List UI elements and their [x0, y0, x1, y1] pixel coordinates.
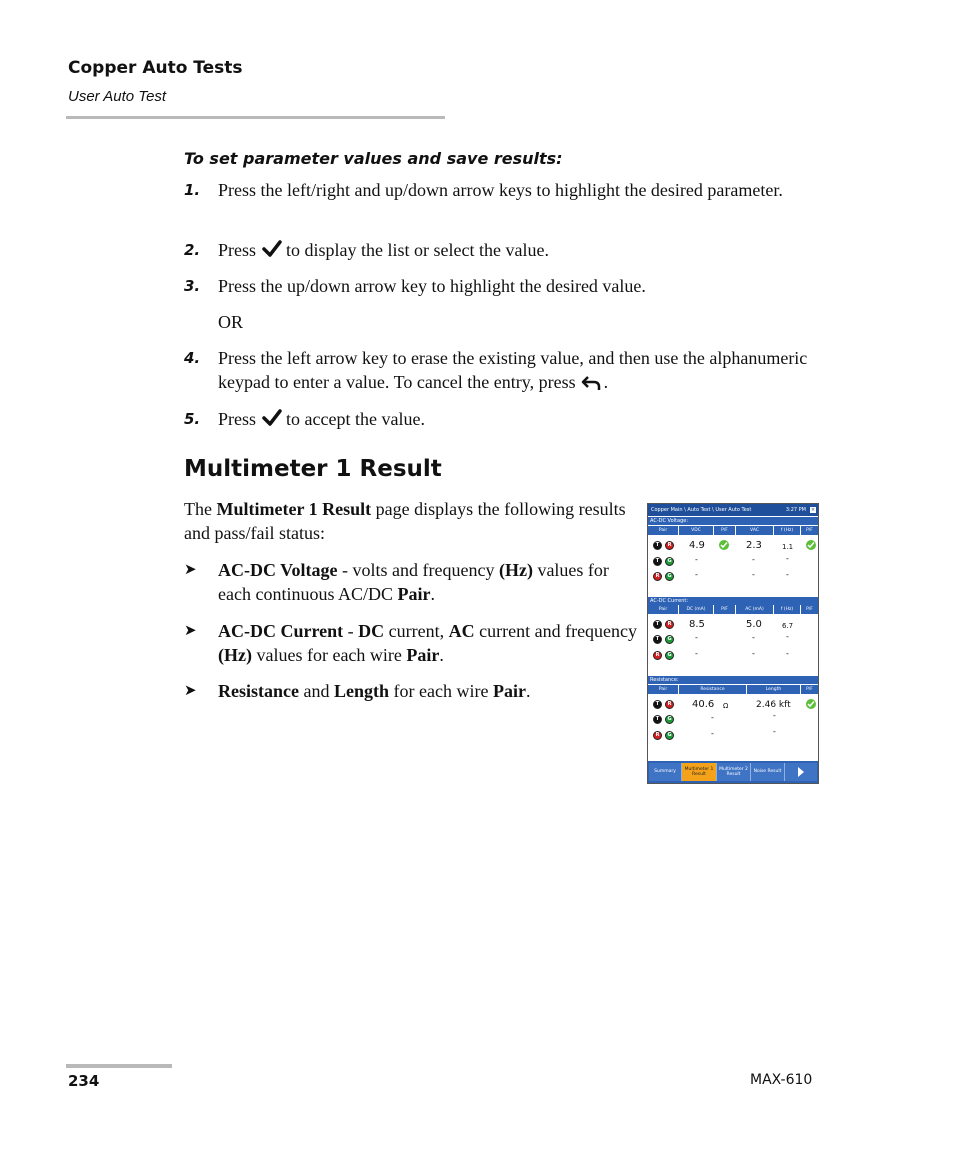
wire-r-icon: R: [653, 572, 662, 581]
pass-icon: [806, 699, 816, 709]
wire-g-icon: G: [665, 572, 674, 581]
step-number: 3.: [184, 277, 201, 295]
wire-t-icon: T: [653, 541, 662, 550]
multimeter-result-screen: [647, 503, 819, 784]
wire-r-icon: R: [665, 620, 674, 629]
section-intro: The Multimeter 1 Result page displays the following results and pass/fail status:: [184, 499, 626, 543]
next-arrow-button[interactable]: [785, 763, 817, 781]
chevron-right-icon: [797, 767, 805, 777]
dc-value: 8.5: [689, 619, 705, 630]
resistance-value: 40.6: [692, 699, 715, 710]
footer-divider: [66, 1064, 172, 1068]
ohm-unit: Ω: [723, 702, 729, 710]
page-number: 234: [68, 1072, 100, 1090]
pass-icon: [806, 540, 816, 550]
table-row[interactable]: T G - -: [648, 712, 818, 727]
table-row[interactable]: [648, 538, 818, 553]
or-text: OR: [218, 312, 244, 332]
frequency-value: 6.7: [782, 622, 794, 630]
step-number: 4.: [184, 349, 201, 367]
wire-r-icon: R: [653, 651, 662, 660]
bullet-arrow-icon: ➤: [184, 683, 197, 699]
bullet-arrow-icon: ➤: [184, 562, 197, 578]
procedure-title: To set parameter values and save results:: [184, 149, 563, 168]
step-number: 5.: [184, 410, 201, 428]
wire-g-icon: G: [665, 731, 674, 740]
current-section-label: AC-DC Current:: [648, 597, 818, 605]
screen-tab-bar: [648, 761, 818, 783]
table-row[interactable]: T G - - -: [648, 632, 818, 647]
tab-multimeter-1-result[interactable]: Multimeter 1 Result: [682, 763, 717, 781]
wire-r-icon: R: [653, 731, 662, 740]
step-number: 1.: [184, 181, 201, 199]
table-row[interactable]: [648, 617, 818, 632]
breadcrumb: Copper Main \ Auto Test \ User Auto Test: [651, 507, 752, 513]
wire-t-icon: T: [653, 715, 662, 724]
back-arrow-icon: [580, 375, 602, 391]
product-name: MAX-610: [750, 1072, 813, 1088]
table-row[interactable]: R G - - -: [648, 569, 818, 584]
vdc-value: 4.9: [689, 540, 705, 551]
vac-value: 2.3: [746, 540, 762, 551]
close-icon[interactable]: ×: [810, 507, 816, 513]
checkmark-icon: [262, 408, 282, 428]
wire-g-icon: G: [665, 715, 674, 724]
clock: 3:27 PM: [785, 507, 806, 513]
step-text: Press the left arrow key to erase the existing value, and then use the alphanumeric keypad to enter a value. To cancel the entry, press .: [218, 348, 808, 392]
wire-g-icon: G: [665, 651, 674, 660]
table-row[interactable]: R G - -: [648, 728, 818, 743]
chapter-title: Copper Auto Tests: [68, 58, 243, 78]
wire-r-icon: R: [665, 700, 674, 709]
voltage-column-headers: Pair VDC P/F VAC f (Hz) P/F: [648, 526, 818, 535]
header-divider: [66, 116, 445, 119]
chapter-subtitle: User Auto Test: [68, 88, 167, 105]
resistance-column-headers: Pair Resistance Length P/F: [648, 685, 818, 694]
frequency-value: 1.1: [782, 543, 794, 551]
table-row[interactable]: T G - - -: [648, 554, 818, 569]
tab-noise-result[interactable]: Noise Result: [751, 763, 785, 781]
wire-r-icon: R: [665, 541, 674, 550]
wire-g-icon: G: [665, 635, 674, 644]
resistance-section-label: Resistance:: [648, 676, 818, 684]
screen-title-bar: [648, 504, 818, 516]
wire-t-icon: T: [653, 557, 662, 566]
step-number: 2.: [184, 241, 201, 259]
voltage-section-label: AC-DC Voltage:: [648, 517, 818, 525]
step-text: Press to display the list or select the value.: [218, 240, 549, 260]
step-text: Press the up/down arrow key to highlight the desired value.: [218, 276, 646, 296]
table-row[interactable]: [648, 697, 818, 712]
ac-value: 5.0: [746, 619, 762, 630]
current-column-headers: Pair DC (mA) P/F AC (mA) f (Hz) P/F: [648, 605, 818, 614]
pass-icon: [719, 540, 729, 550]
section-heading: Multimeter 1 Result: [184, 456, 442, 482]
wire-g-icon: G: [665, 557, 674, 566]
wire-t-icon: T: [653, 700, 662, 709]
length-value: 2.46 kft: [756, 700, 791, 710]
tab-multimeter-2-result[interactable]: Multimeter 2 Result: [717, 763, 751, 781]
table-row[interactable]: R G - - -: [648, 648, 818, 663]
checkmark-icon: [262, 239, 282, 259]
bullet-arrow-icon: ➤: [184, 623, 197, 639]
tab-summary[interactable]: Summary: [649, 763, 682, 781]
wire-t-icon: T: [653, 635, 662, 644]
wire-t-icon: T: [653, 620, 662, 629]
step-text: Press to accept the value.: [218, 409, 425, 429]
step-text: Press the left/right and up/down arrow keys to highlight the desired parameter.: [218, 180, 783, 200]
